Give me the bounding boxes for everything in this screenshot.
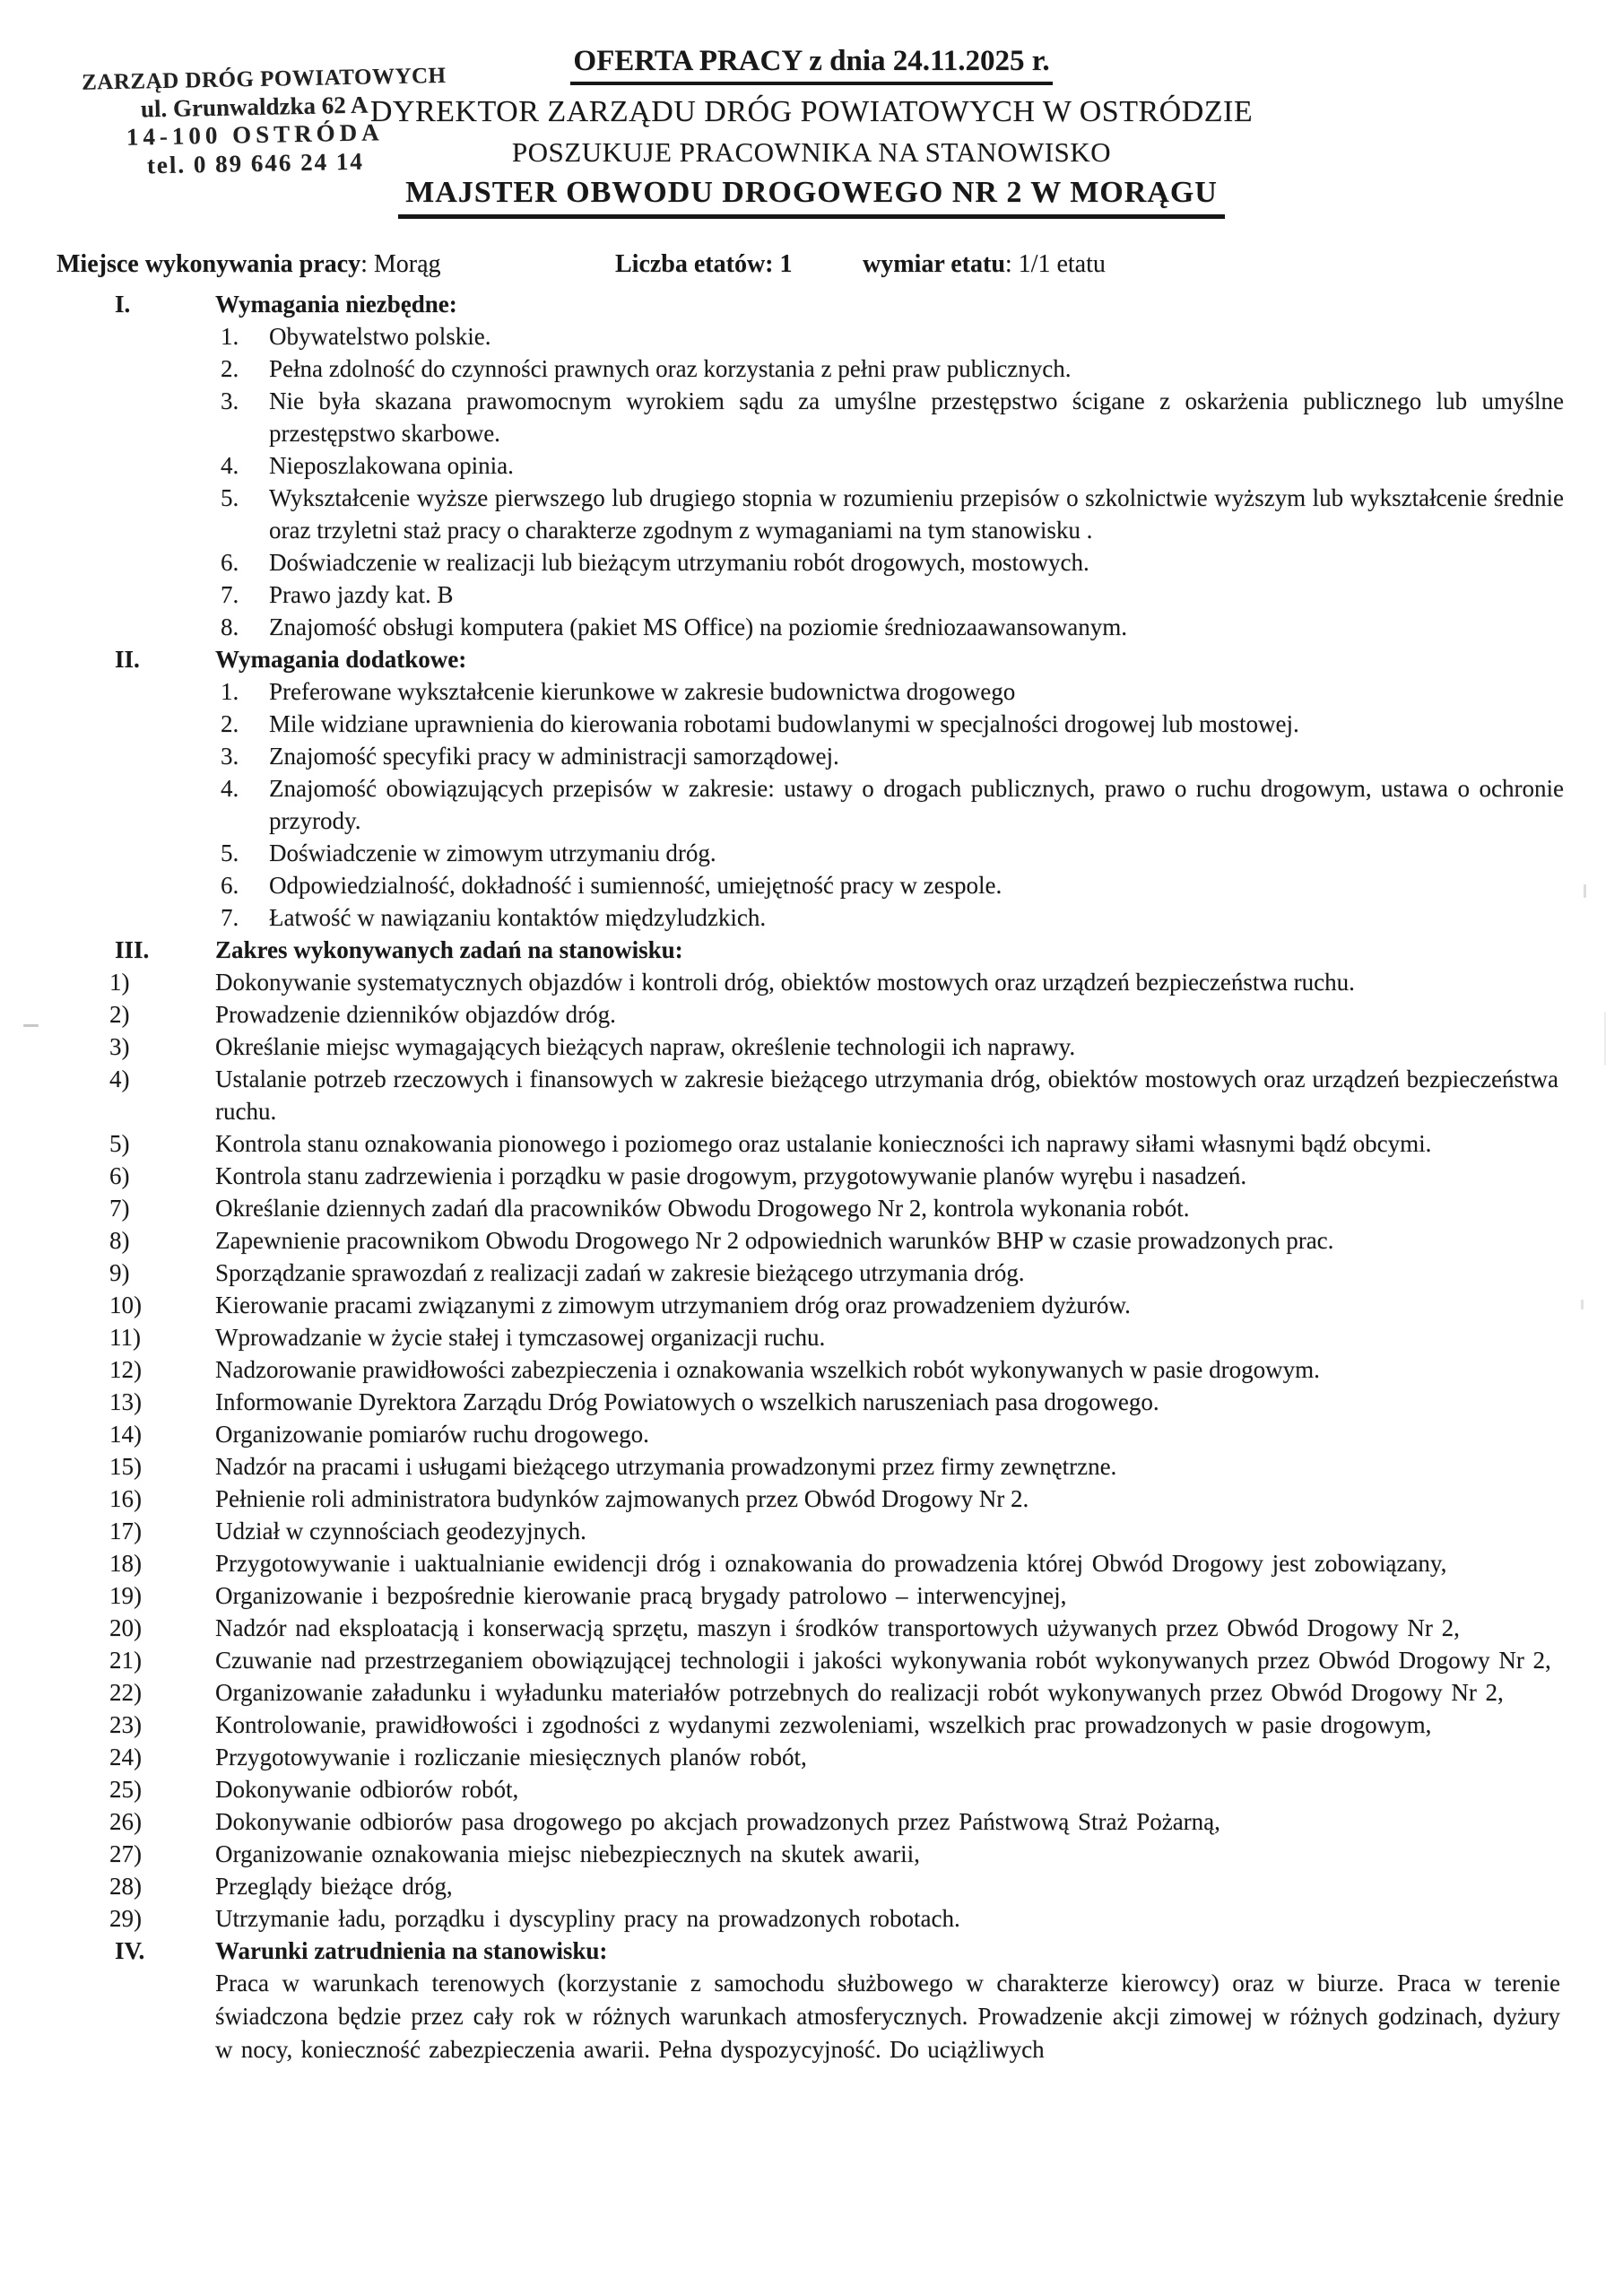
item-number: 6. [221,872,239,899]
item-text: Pełnienie roli administratora budynków zajmowanych przez Obwód Drogowy Nr 2. [215,1485,1029,1512]
item-text: Organizowanie i bezpośrednie kierowanie pracą brygady patrolowo – interwencyjnej, [215,1582,1067,1609]
list-item [0,1289,1623,1321]
list-item [0,1031,1623,1063]
fte-value: : 1/1 etatu [1004,250,1106,278]
list-item [0,320,1623,352]
item-text: Odpowiedzialność, dokładność i sumienność, umiejętność pracy w zespole. [269,872,1002,899]
list-item [0,837,1623,869]
item-text: Kontrola stanu zadrzewienia i porządku w pasie drogowym, przygotowywanie planów wyrębu i nasadzeń. [215,1162,1247,1189]
section-heading: Wymagania dodatkowe: [215,646,467,673]
list-item [0,449,1623,482]
list-item [0,675,1623,708]
item-number: 21) [109,1647,142,1674]
section-heading: Zakres wykonywanych zadań na stanowisku: [215,936,683,963]
item-text: Udział w czynnościach geodezyjnych. [215,1518,586,1544]
meta-row [0,248,1623,282]
item-number: 5. [221,839,239,866]
item-text: Prowadzenie dzienników objazdów dróg. [215,1001,616,1028]
list-item [0,1676,1623,1709]
item-number: 23) [109,1711,142,1738]
item-number: 1. [221,323,239,350]
item-text: Kontrola stanu oznakowania pionowego i poziomego oraz ustalanie konieczności ich naprawy siłami własnymi bądź obcymi. [215,1130,1432,1157]
item-number: 7. [221,904,239,931]
item-number: 8. [221,613,239,640]
list-item [0,998,1623,1031]
list-item [0,1870,1623,1902]
workplace-label: Miejsce wykonywania pracy [56,250,361,278]
item-number: 22) [109,1679,142,1706]
item-text: Kierowanie pracami związanymi z zimowym utrzymaniem dróg oraz prowadzeniem dyżurów. [215,1292,1131,1318]
list-item [0,1160,1623,1192]
section-paragraph: Praca w warunkach terenowych (korzystanie z samochodu służbowego w charakterze kierowcy) oraz w biurze. Praca w terenie świadczona będzie przez cały rok w różnych warunkach atmosferycznych. Prowadzenie akcji zimowej w różnych godzinach, dyżury w nocy, konieczność zabezpieczenia awarii. Pełna dyspozycyjność. Do uciążliwych [215,1970,1560,2063]
workplace-value: : Morąg [360,250,441,278]
list-item [0,578,1623,611]
list-item [0,546,1623,578]
section-numeral: I. [115,291,131,317]
list-item [0,1321,1623,1353]
item-text: Przygotowywanie i uaktualnianie ewidencji dróg i oznakowania do prowadzenia której Obwód Drogowy jest zobowiązany, [215,1550,1447,1577]
list-item [0,1257,1623,1289]
list-item [0,901,1623,934]
section-II [0,643,1623,934]
item-text: Znajomość specyfiki pracy w administracji samorządowej. [269,743,839,770]
item-number: 24) [109,1744,142,1770]
item-number: 29) [109,1905,142,1932]
scan-artifact [1584,884,1586,898]
item-number: 4) [109,1065,130,1092]
item-text: Wprowadzanie w życie stałej i tymczasowej organizacji ruchu. [215,1324,826,1351]
list-item [0,482,1623,546]
section-heading: Warunki zatrudnienia na stanowisku: [215,1937,608,1964]
scan-artifact [23,1024,39,1027]
list-item [0,1353,1623,1386]
item-number: 3) [109,1033,130,1060]
section-numeral: III. [115,936,150,963]
item-text: Utrzymanie ładu, porządku i dyscypliny pracy na prowadzonych robotach. [215,1905,960,1932]
list-item [0,1063,1623,1127]
list-item [0,1644,1623,1676]
item-text: Przygotowywanie i rozliczanie miesięcznych planów robót, [215,1744,807,1770]
stamp-org-name: ZARZĄD DRÓG POWIATOWYCH [81,63,447,95]
item-text: Doświadczenie w realizacji lub bieżącym utrzymaniu robót drogowych, mostowych. [269,549,1089,576]
item-text: Dokonywanie systematycznych objazdów i kontroli dróg, obiektów mostowych oraz urządzeń bezpieczeństwa ruchu. [215,969,1355,996]
list-item [0,1418,1623,1450]
fte-field [863,248,1106,282]
item-text: Nieposzlakowana opinia. [269,452,514,479]
section-heading-row [0,1935,1623,1967]
list-item [0,1579,1623,1612]
position-title-row [0,178,1623,219]
section-heading-row [0,643,1623,675]
list-item [0,1612,1623,1644]
section-III [0,934,1623,1935]
list-item [0,1386,1623,1418]
item-text: Określanie dziennych zadań dla pracowników Obwodu Drogowego Nr 2, kontrola wykonania robót. [215,1195,1190,1222]
item-number: 25) [109,1776,142,1803]
item-number: 1. [221,678,239,705]
section-heading-row [0,288,1623,320]
list-item [0,708,1623,740]
item-number: 6. [221,549,239,576]
list-item [0,1547,1623,1579]
list-item [0,1127,1623,1160]
item-text: Sporządzanie sprawozdań z realizacji zadań w zakresie bieżącego utrzymania dróg. [215,1259,1025,1286]
item-number: 11) [109,1324,141,1351]
item-number: 19) [109,1582,142,1609]
fte-label: wymiar etatu [863,250,1005,278]
list-item [0,1773,1623,1805]
item-number: 28) [109,1873,142,1900]
item-number: 5) [109,1130,130,1157]
stamp-phone: tel. 0 89 646 24 14 [146,147,365,179]
item-text: Organizowanie oznakowania miejsc niebezpiecznych na skutek awarii, [215,1840,920,1867]
list-item [0,1450,1623,1483]
item-number: 7) [109,1195,130,1222]
section-heading-row [0,934,1623,966]
list-item [0,1741,1623,1773]
list-item [0,772,1623,837]
item-text: Znajomość obsługi komputera (pakiet MS Office) na poziomie średniozaawansowanym. [269,613,1127,640]
item-number: 6) [109,1162,130,1189]
sender-stamp [81,63,447,181]
list-item [0,1902,1623,1935]
item-text: Nadzór nad eksploatacją i konserwacją sprzętu, maszyn i środków transportowych używanych przez Obwód Drogowy Nr 2, [215,1614,1460,1641]
list-item [0,1483,1623,1515]
item-number: 4. [221,775,239,802]
item-text: Czuwanie nad przestrzeganiem obowiązującej technologii i jakości wykonywania robót wykonywanych przez Obwód Drogowy Nr 2, [215,1647,1551,1674]
item-number: 2. [221,355,239,382]
item-text: Pełna zdolność do czynności prawnych oraz korzystania z pełni praw publicznych. [269,355,1072,382]
item-text: Dokonywanie odbiorów pasa drogowego po akcjach prowadzonych przez Państwową Straż Pożarną, [215,1808,1220,1835]
sections [0,288,1623,2066]
item-text: Ustalanie potrzeb rzeczowych i finansowych w zakresie bieżącego utrzymania dróg, obiektów mostowych oraz urządzeń bezpieczeństwa ruchu. [215,1065,1558,1125]
item-number: 1) [109,969,130,996]
list-item [0,1709,1623,1741]
list-item [0,740,1623,772]
item-number: 17) [109,1518,142,1544]
item-number: 27) [109,1840,142,1867]
item-number: 9) [109,1259,130,1286]
list-item [0,352,1623,385]
item-number: 5. [221,484,239,511]
list-item [0,1192,1623,1224]
item-number: 8) [109,1227,130,1254]
item-text: Łatwość w nawiązaniu kontaktów międzyludzkich. [269,904,767,931]
item-number: 14) [109,1421,142,1448]
item-text: Nadzór na pracami i usługami bieżącego utrzymania prowadzonymi przez firmy zewnętrzne. [215,1453,1117,1480]
item-text: Kontrolowanie, prawidłowości i zgodności z wydanymi zezwoleniami, wszelkich prac prowadzonych w pasie drogowym, [215,1711,1432,1738]
item-number: 10) [109,1292,142,1318]
item-number: 15) [109,1453,142,1480]
item-text: Znajomość obowiązujących przepisów w zakresie: ustawy o drogach publicznych, prawo o ruchu drogowym, ustawa o ochronie przyrody. [269,775,1564,834]
item-text: Mile widziane uprawnienia do kierowania robotami budowlanymi w specjalności drogowej lub mostowej. [269,710,1299,737]
item-text: Informowanie Dyrektora Zarządu Dróg Powiatowych o wszelkich naruszeniach pasa drogowego. [215,1388,1159,1415]
item-text: Organizowanie pomiarów ruchu drogowego. [215,1421,649,1448]
list-item [0,1805,1623,1838]
list-item [0,966,1623,998]
stamp-city: 14-100 OSTRÓDA [126,118,384,152]
seeking-line: POSZUKUJE PRACOWNIKA NA STANOWISKO [511,136,1112,168]
item-text: Zapewnienie pracownikom Obwodu Drogowego Nr 2 odpowiednich warunków BHP w czasie prowadzonych prac. [215,1227,1334,1254]
employer-line: DYREKTOR ZARZĄDU DRÓG POWIATOWYCH W OSTRÓDZIE [369,95,1254,128]
item-text: Prawo jazdy kat. B [269,581,454,608]
list-item [0,1224,1623,1257]
item-number: 26) [109,1808,142,1835]
stamp-street: ul. Grunwaldzka 62 A [140,91,369,122]
item-text: Określanie miejsc wymagających bieżących napraw, określenie technologii ich naprawy. [215,1033,1076,1060]
item-text: Wykształcenie wyższe pierwszego lub drugiego stopnia w rozumieniu przepisów o szkolnictwie wyższym lub wykształcenie średnie oraz trzyletni staż pracy o charakterze zgodnym z wymaganiami na tym stanowisku . [269,484,1564,544]
item-number: 2) [109,1001,130,1028]
item-text: Nie była skazana prawomocnym wyrokiem sądu za umyślne przestępstwo ścigane z oskarżenia publicznego lub umyślne przestępstwo skarbowe. [269,387,1564,447]
item-number: 18) [109,1550,142,1577]
section-IV [0,1935,1623,2066]
item-text: Doświadczenie w zimowym utrzymaniu dróg. [269,839,716,866]
position-title: MAJSTER OBWODU DROGOWEGO NR 2 W MORĄGU [398,178,1225,219]
item-text: Dokonywanie odbiorów robót, [215,1776,519,1803]
scan-artifact [1604,1012,1606,1065]
list-item [0,1515,1623,1547]
list-item [0,611,1623,643]
section-heading: Wymagania niezbędne: [215,291,457,317]
item-number: 3. [221,743,239,770]
scan-artifact [1581,1300,1584,1309]
item-number: 7. [221,581,239,608]
list-item [0,1838,1623,1870]
item-number: 2. [221,710,239,737]
item-number: 3. [221,387,239,414]
item-text: Preferowane wykształcenie kierunkowe w zakresie budownictwa drogowego [269,678,1016,705]
item-text: Organizowanie załadunku i wyładunku materiałów potrzebnych do realizacji robót wykonywanych przez Obwód Drogowy Nr 2, [215,1679,1504,1706]
positions-count-field: Liczba etatów: 1 [615,250,793,278]
section-I [0,288,1623,643]
item-number: 20) [109,1614,142,1641]
item-text: Przeglądy bieżące dróg, [215,1873,453,1900]
item-number: 13) [109,1388,142,1415]
offer-title: OFERTA PRACY z dnia 24.11.2025 r. [570,47,1052,85]
list-item [0,869,1623,901]
section-numeral: IV. [115,1937,145,1964]
item-text: Nadzorowanie prawidłowości zabezpieczenia i oznakowania wszelkich robót wykonywanych w pasie drogowym. [215,1356,1320,1383]
item-number: 16) [109,1485,142,1512]
item-text: Obywatelstwo polskie. [269,323,491,350]
item-number: 12) [109,1356,142,1383]
workplace-field [56,248,441,282]
section-numeral: II. [115,646,140,673]
item-number: 4. [221,452,239,479]
list-item [0,385,1623,449]
